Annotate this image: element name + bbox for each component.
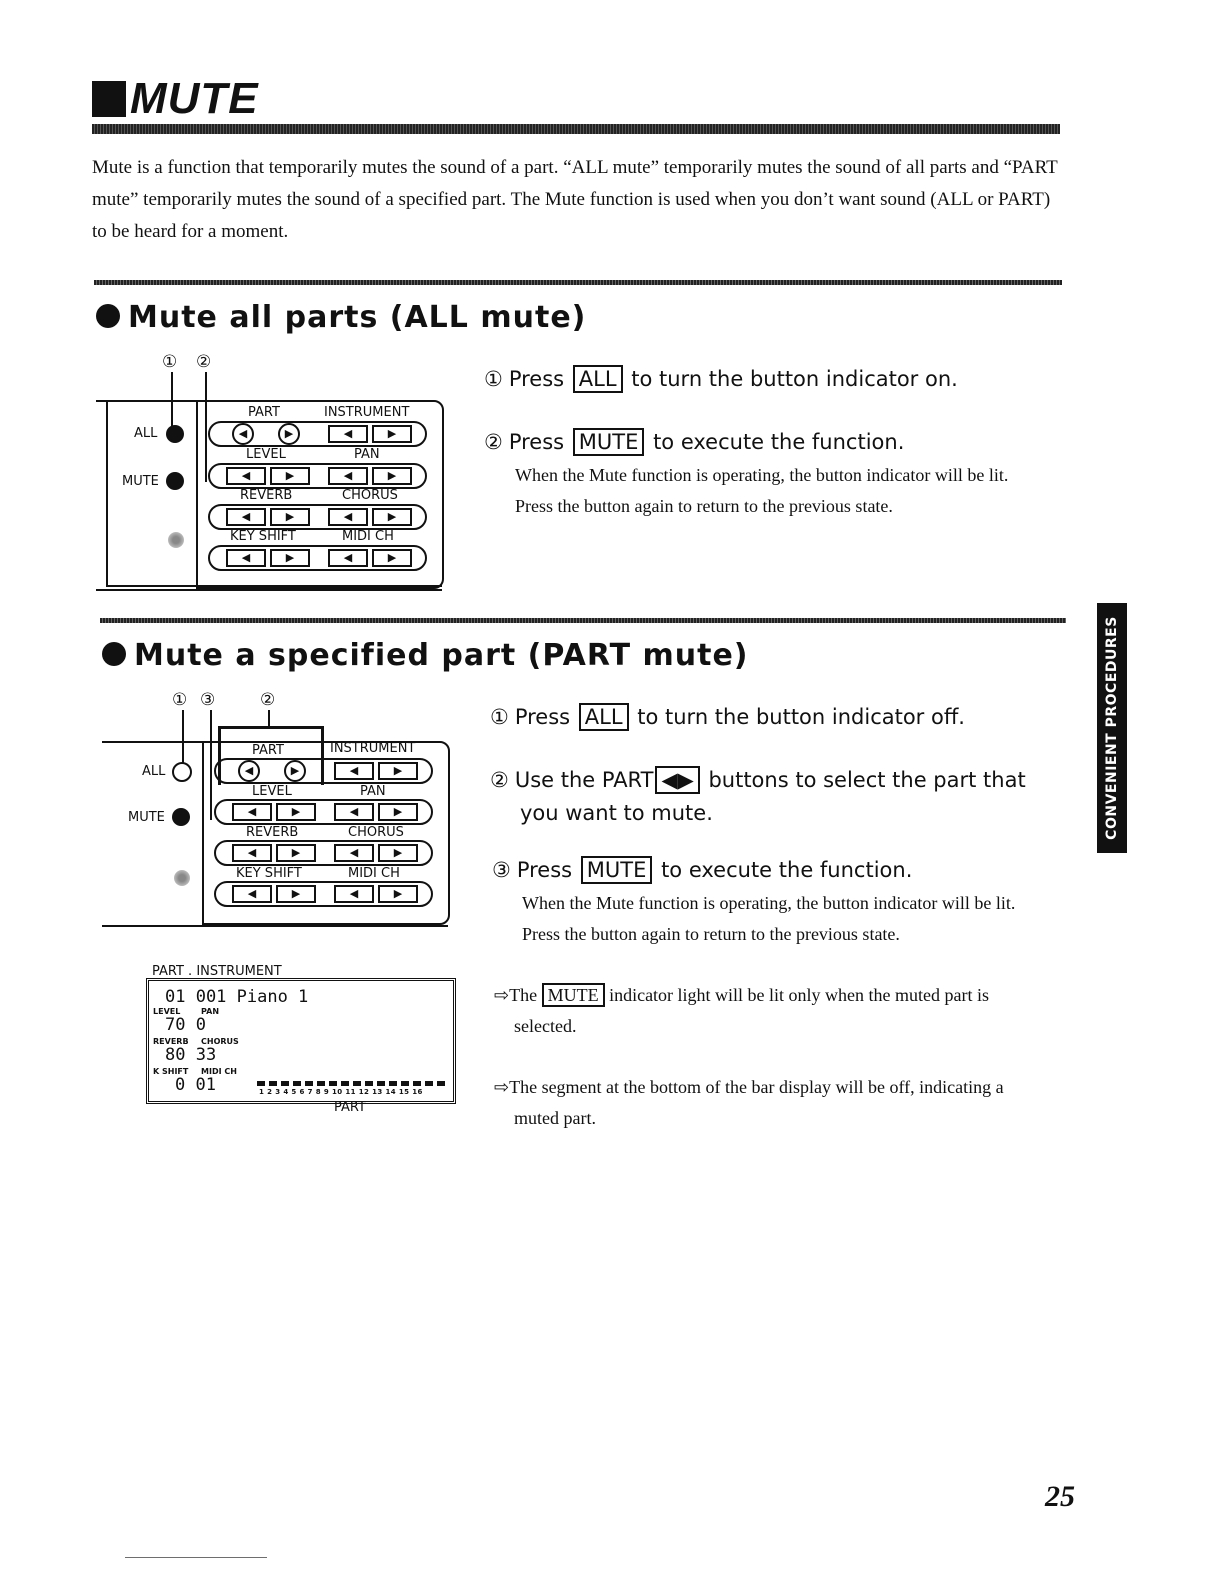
mute-key[interactable]: MUTE (573, 428, 645, 456)
part-select-keys[interactable]: ◀▶ (655, 766, 699, 794)
instrument-label: INSTRUMENT (324, 405, 410, 420)
tip-bar-display: ⇨The segment at the bottom of the bar display will be off, indicating a muted part. (494, 1077, 1004, 1128)
chorus-left-button[interactable]: ◀ (334, 844, 374, 862)
part-left-button[interactable]: ◀ (232, 423, 254, 445)
mute-key-inline: MUTE (542, 983, 605, 1007)
midich-right-button[interactable]: ▶ (378, 885, 418, 903)
footer-line (125, 1557, 267, 1558)
chorus-label: CHORUS (342, 488, 398, 503)
instrument-left-button[interactable]: ◀ (334, 762, 374, 780)
level-right-button[interactable]: ▶ (270, 467, 310, 485)
instrument-right-button[interactable]: ▶ (372, 425, 412, 443)
reverb-right-button[interactable]: ▶ (270, 508, 310, 526)
instrument-left-button[interactable]: ◀ (328, 425, 368, 443)
callout-2: ② (196, 352, 212, 372)
lcd-bar-numbers: 1 2 3 4 5 6 7 8 9 10 11 12 13 14 15 16 (259, 1088, 423, 1096)
chorus-right-button[interactable]: ▶ (378, 844, 418, 862)
mute-key[interactable]: MUTE (581, 856, 653, 884)
part-right-button[interactable]: ▶ (284, 760, 306, 782)
lcd-bottom-label: PART (334, 1100, 366, 1115)
all-mute-step-2: ② Press MUTE to execute the function. (484, 430, 905, 454)
reverb-label: REVERB (246, 825, 299, 840)
all-label: ALL (134, 426, 158, 441)
lcd-row-4: 0 01 (175, 1075, 216, 1095)
lcd-reverb-label: REVERB (153, 1037, 189, 1046)
pan-label: PAN (354, 447, 380, 462)
page-title: MUTE (92, 74, 272, 120)
lcd-level-label: LEVEL (153, 1007, 181, 1016)
section-heading-all-mute: Mute all parts (ALL mute) (96, 300, 586, 335)
section-rule-1 (94, 280, 1062, 285)
all-indicator-off-icon (172, 762, 192, 782)
side-tab: CONVENIENT PROCEDURES (1097, 603, 1127, 853)
part-mute-note: When the Mute function is operating, the button indicator will be lit. Press the button again to return to the previous state. (522, 893, 1016, 944)
mute-label: MUTE (122, 474, 159, 489)
mute-label: MUTE (128, 810, 165, 825)
lcd-pan-label: PAN (201, 1007, 220, 1016)
tip-mute-indicator: ⇨The MUTE indicator light will be lit only when the muted part is selected. (494, 985, 990, 1036)
lcd-row-1: 01 001 Piano 1 (165, 987, 309, 1007)
level-label: LEVEL (252, 784, 292, 799)
bullet-icon (102, 642, 126, 666)
title-rule (92, 124, 1060, 134)
callout-3: ③ (200, 690, 216, 710)
callout-2: ② (260, 690, 276, 710)
instrument-label: INSTRUMENT (330, 741, 416, 756)
all-indicator-icon (166, 425, 184, 443)
panel-diagram-part-mute (102, 688, 452, 933)
keyshift-right-button[interactable]: ▶ (270, 549, 310, 567)
pan-right-button[interactable]: ▶ (378, 803, 418, 821)
lcd-display (146, 978, 456, 1104)
level-right-button[interactable]: ▶ (276, 803, 316, 821)
keyshift-right-button[interactable]: ▶ (276, 885, 316, 903)
lcd-chorus-label: CHORUS (201, 1037, 239, 1046)
midich-left-button[interactable]: ◀ (334, 885, 374, 903)
part-mute-step-2: ② Use the PART ◀▶ buttons to select the part that you want to mute. (490, 768, 1026, 825)
light-indicator-icon (174, 870, 190, 886)
all-mute-step-1: ① Press ALL to turn the button indicator on. (484, 367, 958, 391)
title-square-icon (92, 81, 126, 117)
part-left-button[interactable]: ◀ (238, 760, 260, 782)
page-number: 25 (1045, 1480, 1075, 1513)
part-mute-step-3: ③ Press MUTE to execute the function. (492, 858, 913, 882)
lcd-top-label: PART . INSTRUMENT (152, 964, 282, 979)
all-key[interactable]: ALL (579, 703, 629, 731)
part-right-button[interactable]: ▶ (278, 423, 300, 445)
key-shift-label: KEY SHIFT (236, 866, 302, 881)
reverb-right-button[interactable]: ▶ (276, 844, 316, 862)
midich-right-button[interactable]: ▶ (372, 549, 412, 567)
pan-label: PAN (360, 784, 386, 799)
mute-indicator-icon (172, 808, 190, 826)
pan-left-button[interactable]: ◀ (334, 803, 374, 821)
level-left-button[interactable]: ◀ (226, 467, 266, 485)
all-key[interactable]: ALL (573, 365, 623, 393)
lcd-kshift-label: K SHIFT (153, 1067, 189, 1076)
chorus-label: CHORUS (348, 825, 404, 840)
part-label: PART (252, 743, 284, 758)
lcd-row-2: 70 0 (165, 1015, 206, 1035)
keyshift-left-button[interactable]: ◀ (232, 885, 272, 903)
midi-ch-label: MIDI CH (348, 866, 400, 881)
instrument-right-button[interactable]: ▶ (378, 762, 418, 780)
callout-1: ① (162, 352, 178, 372)
mute-indicator-icon (166, 472, 184, 490)
keyshift-left-button[interactable]: ◀ (226, 549, 266, 567)
reverb-left-button[interactable]: ◀ (232, 844, 272, 862)
level-left-button[interactable]: ◀ (232, 803, 272, 821)
level-label: LEVEL (246, 447, 286, 462)
intro-paragraph: Mute is a function that temporarily mutes the sound of a part. “ALL mute” temporarily mutes the sound of all parts and “PART mute” temporarily mutes the sound of a specified part. The Mute function is used when you don’t want sound (ALL or PART) to be heard for a moment. (92, 157, 1058, 242)
pan-left-button[interactable]: ◀ (328, 467, 368, 485)
reverb-label: REVERB (240, 488, 293, 503)
lcd-row-3: 80 33 (165, 1045, 217, 1065)
reverb-left-button[interactable]: ◀ (226, 508, 266, 526)
section-rule-2 (100, 618, 1066, 623)
bullet-icon (96, 304, 120, 328)
part-mute-step-1: ① Press ALL to turn the button indicator off. (490, 705, 965, 729)
panel-diagram-all-mute (96, 350, 446, 595)
lcd-bar-segments (257, 1081, 447, 1086)
chorus-right-button[interactable]: ▶ (372, 508, 412, 526)
callout-1: ① (172, 690, 188, 710)
section-heading-part-mute: Mute a specified part (PART mute) (102, 638, 749, 673)
all-mute-note: When the Mute function is operating, the button indicator will be lit. Press the button again to return to the previous state. (515, 465, 1009, 516)
light-indicator-icon (168, 532, 184, 548)
key-shift-label: KEY SHIFT (230, 529, 296, 544)
midich-left-button[interactable]: ◀ (328, 549, 368, 567)
lcd-midich-label: MIDI CH (201, 1067, 237, 1076)
pan-right-button[interactable]: ▶ (372, 467, 412, 485)
chorus-left-button[interactable]: ◀ (328, 508, 368, 526)
midi-ch-label: MIDI CH (342, 529, 394, 544)
all-label: ALL (142, 764, 166, 779)
part-label: PART (248, 405, 280, 420)
